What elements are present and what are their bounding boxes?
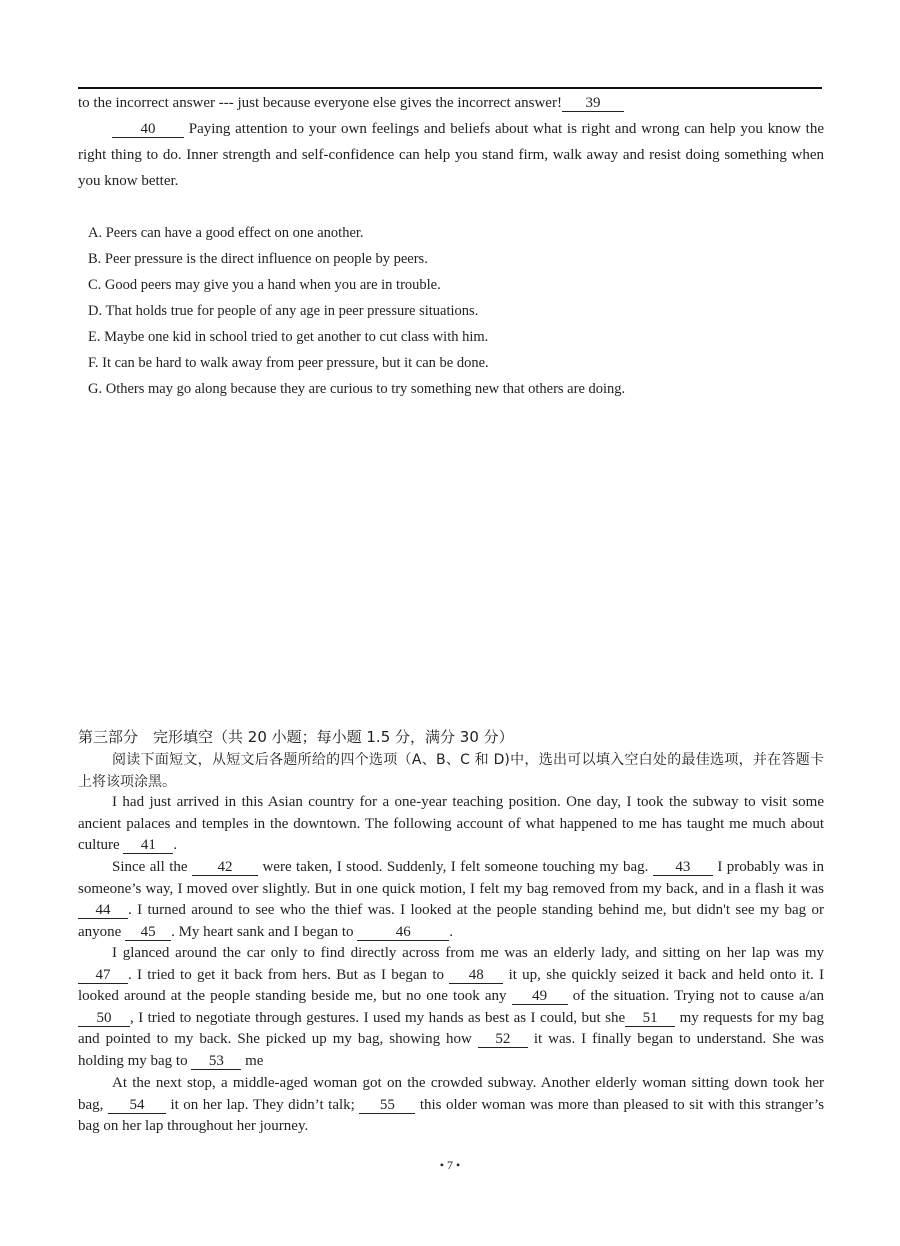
- option-c: C. Good peers may give you a hand when you are in trouble.: [88, 277, 441, 293]
- cloze-p4-text: this older woman was more than pleased to sit with this stranger’s bag on her lap throughout her journey.: [78, 1096, 825, 1134]
- option-e: E. Maybe one kid in school tried to get another to cut class with him.: [88, 329, 489, 345]
- cloze-paragraph-1: I had just arrived in this Asian country for a one-year teaching position. One day, I took the subway to visit some ancient palaces and temples in the downtown. The following account of what happened to me has taught me much about culture 41 .: [78, 794, 824, 853]
- passage-text: to the incorrect answer --- just because everyone else gives the incorrect answer!: [78, 95, 562, 111]
- paragraph-40: [78, 116, 824, 194]
- cloze-paragraph-3: [78, 943, 824, 1072]
- cloze-p3-text: of the situation. Trying not to cause a/an: [572, 988, 824, 1004]
- cloze-p3-text: . I tried to get it back from hers. But as I began to: [128, 966, 444, 983]
- cloze-p1-text: I had just arrived in this Asian country for a one-year teaching position. One day, I took the subway to visit some ancient palaces and temples in the downtown. The following account of what happened to me has taught me much about culture: [78, 794, 824, 853]
- cloze-p4-text: it on her lap. They didn’t talk;: [170, 1096, 355, 1113]
- cloze-p3-text: it was. I finally began to understand. She was holding my bag to: [78, 1031, 825, 1069]
- cloze-p2-text: . I turned around to see who the thief was. I looked at the people standing behind me, but didn't see my bag or anyone: [78, 902, 824, 940]
- section3-heading: 第三部分 完形填空（共 20 小题；每小题 1.5 分，满分 30 分）: [78, 728, 514, 746]
- option-b: B. Peer pressure is the direct influence on people by peers.: [88, 251, 428, 267]
- cloze-p2-text: I probably was in someone’s way, I moved over slightly. But in one quick motion, I felt my bag removed from my back, and in a flash it was: [78, 859, 824, 897]
- blank-39: 39: [562, 95, 624, 112]
- section3-instruction: 阅读下面短文，从短文后各题所给的四个选项（A、B、C 和 D)中，选出可以填入空白处的最佳选项，并在答题卡上将该项涂黑。: [78, 752, 824, 790]
- blank-40: 40: [112, 121, 184, 138]
- blank-52: 52: [478, 1031, 528, 1048]
- cloze-p2-text: Since all the: [112, 859, 188, 875]
- paragraph-40-text: Paying attention to your own feelings and beliefs about what is right and wrong can help you know the right thing to do. Inner strength and self-confidence can help you stand firm, walk away and resist doing something when you know better.: [78, 121, 824, 189]
- cloze-p3-text: my requests for my bag and pointed to my back. She picked up my bag, showing how: [78, 1009, 825, 1047]
- blank-48: 48: [449, 967, 503, 984]
- cloze-p3-text: , I tried to negotiate through gestures. I used my hands as best as I could, but she: [130, 1009, 626, 1026]
- blank-43: 43: [653, 859, 713, 876]
- blank-46: 46: [357, 924, 449, 941]
- blank-47: 47: [78, 967, 128, 984]
- passage-line-39: [78, 90, 824, 116]
- cloze-p3-text: I glanced around the car only to find directly across from me was an elderly lady, and sitting on her lap was my: [112, 945, 824, 961]
- blank-41: 41: [123, 837, 173, 854]
- header-rule: [78, 87, 822, 89]
- blank-42: 42: [192, 859, 258, 876]
- option-f: F. It can be hard to walk away from peer pressure, but it can be done.: [88, 355, 489, 371]
- blank-50: 50: [78, 1010, 130, 1027]
- cloze-paragraph-2: Since all the 42 were taken, I stood. Suddenly, I felt someone touching my bag. 43 I probably was in someone’s way, I moved over slightly. But in one quick motion, I felt my bag removed from my back, and in a flash it was 44 . I turned around to see who the thief was. I looked at the people standing behind me, but didn't see my bag or anyone 45 . My heart sank and I began to 46 .: [78, 859, 824, 940]
- option-g: G. Others may go along because they are curious to try something new that others are doing.: [88, 381, 626, 397]
- option-d: D. That holds true for people of any age in peer pressure situations.: [88, 303, 479, 319]
- blank-54: 54: [108, 1097, 166, 1114]
- page-number: • 7 •: [439, 1158, 461, 1172]
- options-list: [88, 220, 625, 402]
- cloze-p3-text: it up, she quickly seized it back and held onto it. I looked around at the people standing beside me, but no one took any: [78, 966, 825, 1004]
- blank-53: 53: [191, 1053, 241, 1070]
- option-a: A. Peers can have a good effect on one another.: [88, 225, 364, 241]
- blank-51: 51: [625, 1010, 675, 1027]
- cloze-p4-text: At the next stop, a middle-aged woman got on the crowded subway. Another elderly woman sitting down took her bag,: [78, 1075, 824, 1113]
- cloze-p2-text: . My heart sank and I began to: [171, 923, 354, 940]
- blank-45: 45: [125, 924, 171, 941]
- blank-55: 55: [359, 1097, 415, 1114]
- cloze-p3-text: me: [245, 1052, 264, 1069]
- blank-44: 44: [78, 902, 128, 919]
- cloze-paragraph-4: [78, 1073, 824, 1138]
- blank-49: 49: [512, 988, 568, 1005]
- cloze-p2-text: were taken, I stood. Suddenly, I felt someone touching my bag.: [262, 859, 649, 875]
